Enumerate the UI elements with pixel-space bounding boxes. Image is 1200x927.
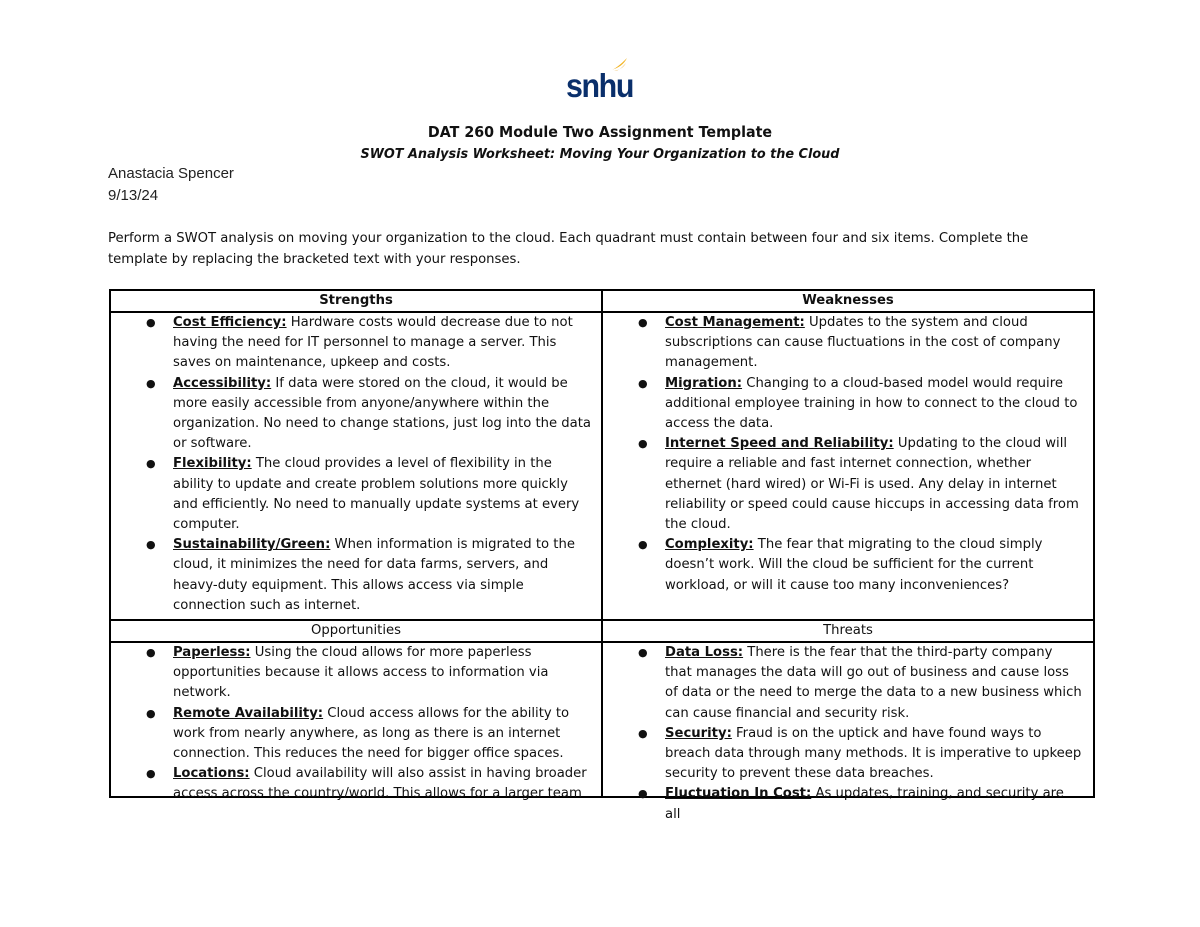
list-item [111,764,591,804]
page-subtitle: SWOT Analysis Worksheet: Moving Your Organization to the Cloud [360,146,840,162]
swot-header-row-bottom [110,620,1094,642]
weaknesses-heading: Weaknesses [602,290,1094,312]
item-text: Changing to a cloud-based model would require additional employee training in how to connect to the cloud to access the data. [665,375,1078,432]
author-date: 9/13/24 [108,187,159,204]
item-term: Flexibility: [173,456,252,472]
item-term: Complexity: [665,537,754,553]
list-item [603,535,1083,596]
item-term: Sustainability/Green: [173,537,331,553]
threats-cell [602,642,1094,822]
threats-heading: Threats [602,620,1094,642]
list-item [603,434,1083,535]
item-term: Security: [665,725,732,741]
item-term: Cost Management: [665,315,805,330]
page-title: DAT 260 Module Two Assignment Template [427,123,773,141]
swot-content-row-top [110,312,1094,620]
list-item [603,643,1083,724]
strengths-cell [110,312,602,620]
item-term: Data Loss: [665,645,744,660]
weaknesses-list [603,313,1093,596]
item-term: Accessibility: [173,375,272,391]
item-term: Locations: [173,766,250,782]
item-text: Updating to the cloud will require a reliable and fast internet connection, whether ethernet (hard wired) or Wi-Fi is used. Any delay in internet reliability or speed could cause hiccups in accessing data from the cloud. [665,436,1079,533]
list-item [603,313,1083,374]
swot-header-row-top [110,290,1094,312]
strengths-heading: Strengths [110,290,602,312]
item-text: When information is migrated to the cloud, it minimizes the need for data farms, servers, and heavy-duty equipment. This allows access via simple connection such as internet. [173,537,575,613]
item-text: The cloud provides a level of flexibility in the ability to update and create problem solutions more quickly and efficiently. No need to manually update systems at every computer. [173,456,580,533]
opportunities-heading: Opportunities [110,620,602,642]
item-term: Fluctuation In Cost: [665,786,812,802]
item-term: Paperless: [173,645,251,660]
list-item [111,704,591,765]
list-item [603,724,1083,785]
opportunities-cell [110,642,602,802]
instructions-paragraph: Perform a SWOT analysis on moving your organization to the cloud. Each quadrant must contain between four and six items. Complete the template by replacing the bracketed text with your responses. [108,231,1029,267]
swot-content-row-bottom [110,642,1094,797]
list-item [603,784,1083,824]
item-term: Migration: [665,375,743,391]
opportunities-list [111,643,601,805]
list-item [111,535,591,616]
item-text: As updates, training, and security are all [665,786,1064,822]
list-item [111,313,591,374]
item-text: Hardware costs would decrease due to not having the need for IT personnel to manage a server. This saves on maintenance, upkeep and costs. [173,315,573,371]
item-text: Using the cloud allows for more paperless opportunities because it allows access to information via network. [173,645,549,701]
threats-list [603,643,1093,825]
item-text: Fraud is on the uptick and have found ways to breach data through many methods. It is imperative to upkeep security to prevent these data breaches. [665,725,1082,782]
list-item [111,643,591,704]
item-text: Updates to the system and cloud subscriptions can cause fluctuations in the cost of company management. [665,315,1061,371]
item-term: Cost Efficiency: [173,315,287,330]
list-item [111,454,591,535]
swot-table [109,289,1095,822]
item-text: Cloud availability will also assist in having broader access across the country/world. This allows for a larger team [173,766,587,802]
item-text: If data were stored on the cloud, it would be more easily accessible from anyone/anywhere within the organization. No need to change stations, just log into the data or software. [173,375,591,452]
snhu-logo [566,56,634,104]
item-term: Internet Speed and Reliability: [665,436,894,452]
item-text: There is the fear that the third-party company that manages the data will go out of business and cause loss of data or the need to merge the data to a new business which can cause financial and security risk. [665,645,1082,721]
item-text: Cloud access allows for the ability to work from nearly anywhere, as long as there is an internet connection. This reduces the need for bigger office spaces. [173,705,570,762]
weaknesses-cell [602,312,1094,620]
list-item [603,374,1083,435]
list-item [111,374,591,455]
item-term: Remote Availability: [173,705,324,721]
strengths-list [111,313,601,616]
item-text: The fear that migrating to the cloud simply doesn’t work. Will the cloud be sufficient for the current workload, or will it cause too many inconveniences? [665,537,1043,593]
logo-wordmark: snhu [566,67,634,104]
author-name: Anastacia Spencer [108,165,234,182]
